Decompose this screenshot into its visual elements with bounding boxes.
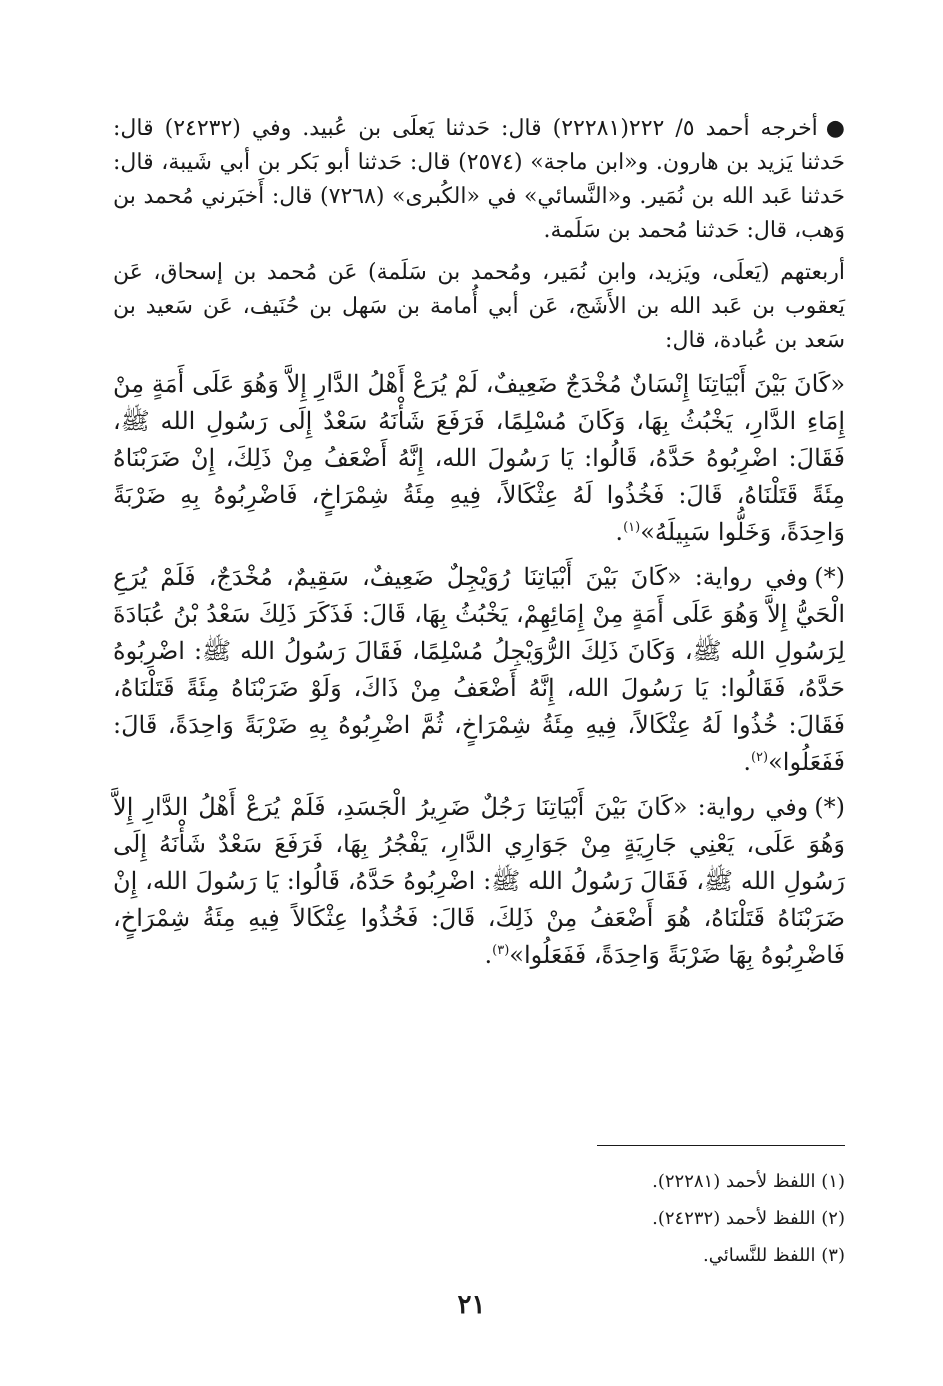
footnote-ref-1: (١) bbox=[623, 520, 641, 535]
page-number: ٢١ bbox=[457, 1290, 486, 1320]
footnote-3: (٣) اللفظ للنَّسائي. bbox=[703, 1245, 845, 1266]
paragraph-isnad bbox=[113, 256, 845, 358]
hadith-text: «كَانَ بَيْنَ أَبْيَاتِنَا إِنْسَانٌ مُخْدَجٌ ضَعِيفٌ، لَمْ يُرَعْ أَهْلُ الدَّارِ إِلاَّ وَهُوَ عَلَى أَمَةٍ مِنْ إِمَاءِ الدَّارِ، يَخْبُثُ بِهَا، وَكَانَ مُسْلِمًا، فَرَفَعَ شَأْنَهُ سَعْدٌ إِلَى رَسُولِ الله ﷺ، فَقَالَ: اضْرِبُوهُ حَدَّهُ، قَالُوا: يَا رَسُولَ الله، إِنَّهُ أَضْعَفُ مِنْ ذَلِكَ، إِنْ ضَرَبْنَاهُ مِئَةً قَتَلْنَاهُ، قَالَ: فَخُذُوا لَهُ عِثْكَالاً، فِيهِ مِئَةُ شِمْرَاخٍ، فَاضْرِبُوهُ بِهِ ضَرْبَةً وَاحِدَةً، وَخَلُّوا سَبِيلَهُ» bbox=[113, 370, 845, 546]
footnote-separator bbox=[597, 1145, 845, 1146]
star-marker-icon: (*) bbox=[814, 793, 845, 821]
paragraph-riwaya-1 bbox=[113, 559, 845, 781]
paragraph-hadith-main bbox=[113, 366, 845, 551]
riwaya-tail: . bbox=[743, 748, 751, 776]
footnote-ref-3: (٣) bbox=[492, 943, 510, 958]
footnote-ref-2: (٢) bbox=[750, 750, 769, 765]
hadith-tail: . bbox=[615, 518, 624, 546]
paragraph-takhrij bbox=[113, 112, 845, 248]
riwaya-text: وفي رواية: «كَانَ بَيْنَ أَبْيَاتِنَا رَجُلٌ ضَرِيرُ الْجَسَدِ، فَلَمْ يُرَعْ أَهْلُ الدَّارِ إِلاَّ وَهُوَ عَلَى، يَعْنِي جَارِيَةٍ مِنْ جَوَارِي الدَّارِ، يَفْجُرُ بِهَا، فَرَفَعَ سَعْدٌ شَأْنَهُ إِلَى رَسُولِ الله ﷺ، فَقَالَ رَسُولُ الله ﷺ: اضْرِبُوهُ حَدَّهُ، قَالُوا: يَا رَسُولَ الله، إِنْ ضَرَبْنَاهُ قَتَلْنَاهُ، هُوَ أَضْعَفُ مِنْ ذَلِكَ، قَالَ: فَخُذُوا عِثْكَالاً فِيهِ مِئَةُ شِمْرَاخٍ، فَاضْرِبُوهُ بِهَا ضَرْبَةً وَاحِدَةً، فَفَعَلُوا» bbox=[113, 793, 845, 969]
paragraph-text: أخرجه أحمد ٥/ ٢٢٢(٢٢٢٨١) قال: حَدثنا يَعلَى بن عُبيد. وفي (٢٤٢٣٢) قال: حَدثنا يَزيد بن هارون. و«ابن ماجة» (٢٥٧٤) قال: حَدثنا أبو بَكر بن أبي شَيبة، قال: حَدثنا عَبد الله بن نُمَير. و«النَّسائي» في «الكُبرى» (٧٢٦٨) قال: أَخبَرني مُحمد بن وَهب، قال: حَدثنا مُحمد بن سَلَمة. bbox=[113, 116, 845, 243]
star-marker-icon: (*) bbox=[814, 563, 845, 591]
paragraph-riwaya-2 bbox=[113, 789, 845, 974]
paragraph-text: أربعتهم (يَعلَى، ويَزيد، وابن نُمَير، ومُحمد بن سَلَمة) عَن مُحمد بن إسحاق، عَن يَعقوب بن عَبد الله بن الأَشَج، عَن أبي أُمامة بن سَهل بن حُنَيف، عَن سَعيد بن سَعد بن عُبادة، قال: bbox=[113, 260, 845, 353]
bullet-icon: ● bbox=[825, 116, 845, 141]
riwaya-tail: . bbox=[484, 941, 493, 969]
footnote-1: (١) اللفظ لأحمد (٢٢٢٨١). bbox=[652, 1171, 845, 1192]
riwaya-text: وفي رواية: «كَانَ بَيْنَ أَبْيَاتِنَا رُوَيْجِلٌ ضَعِيفٌ، سَقِيمٌ، مُخْدَجٌ، فَلَمْ يُرَعِ الْحَيُّ إِلاَّ وَهُوَ عَلَى أَمَةٍ مِنْ إِمَائِهِمْ، يَخْبُثُ بِهَا، قَالَ: فَذَكَرَ ذَلِكَ سَعْدُ بْنُ عُبَادَةَ لِرَسُولِ الله ﷺ، وَكَانَ ذَلِكَ الرُّوَيْجِلُ مُسْلِمًا، فَقَالَ رَسُولُ الله ﷺ: اضْرِبُوهُ حَدَّهُ، فَقَالُوا: يَا رَسُولَ الله، إِنَّهُ أَضْعَفُ مِنْ ذَاكَ، وَلَوْ ضَرَبْنَاهُ مِئَةً قَتَلْنَاهُ، فَقَالَ: خُذُوا لَهُ عِثْكَالاً، فِيهِ مِئَةُ شِمْرَاخٍ، ثُمَّ اضْرِبُوهُ بِهِ ضَرْبَةً وَاحِدَةً، قَالَ: فَفَعَلُوا» bbox=[113, 563, 845, 776]
main-text bbox=[113, 112, 845, 982]
footnote-2: (٢) اللفظ لأحمد (٢٤٢٣٢). bbox=[652, 1208, 845, 1229]
footnotes bbox=[245, 1163, 845, 1274]
